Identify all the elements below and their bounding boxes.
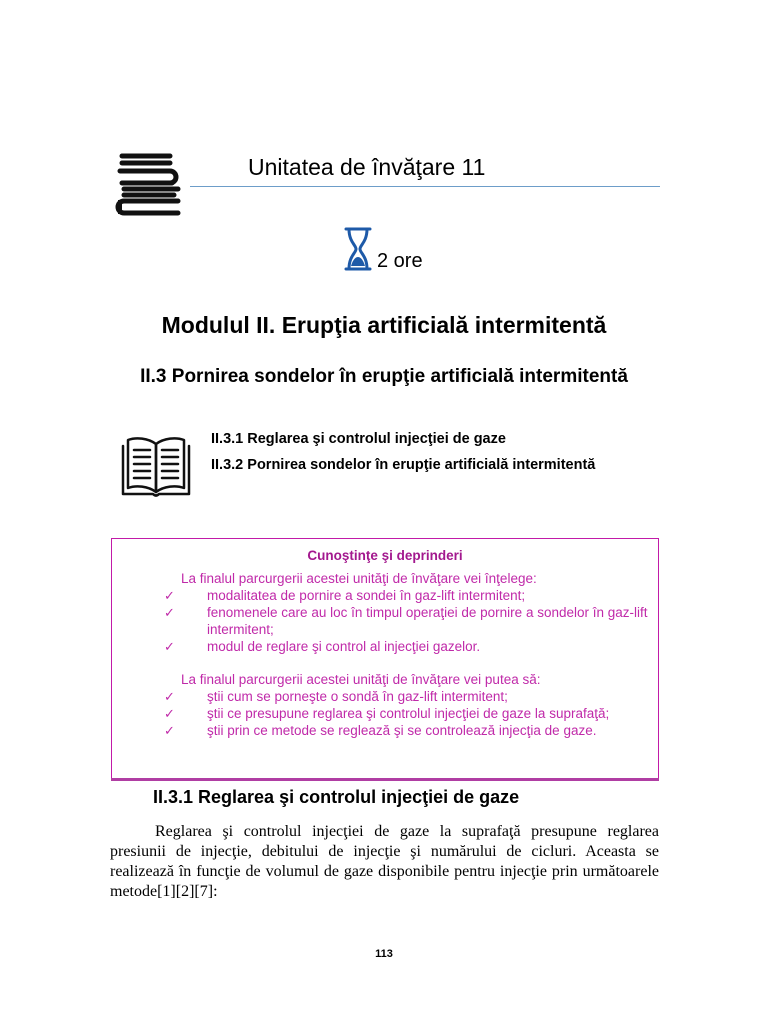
checkmark-icon: ✓ bbox=[164, 723, 175, 738]
checkmark-icon: ✓ bbox=[164, 588, 175, 603]
toc-item-pornirea: II.3.2 Pornirea sondelor în erupţie artificială intermitentă bbox=[211, 457, 596, 473]
objectives-heading: Cunoştinţe şi deprinderi bbox=[307, 548, 463, 563]
objectives-intro-understand: La finalul parcurgerii acestei unităţi de învăţare vei înţelege: bbox=[181, 571, 537, 586]
list-item: ✓ ştii cum se porneşte o sondă în gaz-lift intermitent; bbox=[164, 689, 508, 704]
subsection-title: II.3.1 Reglarea şi controlul injecţiei de gaze bbox=[153, 787, 520, 807]
objectives-box bbox=[111, 538, 659, 780]
list-item: ✓ ştii ce presupune reglarea şi controlul injecţiei de gaze la suprafaţă; bbox=[164, 706, 610, 721]
body-paragraph: Reglarea şi controlul injecţiei de gaze la suprafaţă presupune reglarea presiunii de injecţie, debitului de injecţie şi numărului de cicluri. Aceasta se realizează în funcţie de volumul de gaze disponibile pentru injecţie prin următoarele metode[1][2][7]: bbox=[110, 823, 659, 900]
checkmark-icon: ✓ bbox=[164, 706, 175, 721]
list-item: ✓ fenomenele care au loc în timpul operaţiei de pornire a sondelor în gaz-lift intermitent; bbox=[164, 605, 648, 637]
checkmark-icon: ✓ bbox=[164, 639, 175, 654]
checkmark-icon: ✓ bbox=[164, 689, 175, 704]
list-item: ✓ modalitatea de pornire a sondei în gaz-lift intermitent; bbox=[164, 588, 526, 603]
toc-item-reglarea: II.3.1 Reglarea şi controlul injecţiei de gaze bbox=[211, 431, 506, 447]
objectives-box-bottom-border bbox=[111, 778, 659, 781]
unit-title: Unitatea de învăţare 11 bbox=[248, 154, 486, 180]
unit-title-rule bbox=[190, 186, 660, 187]
list-item: ✓ ştii prin ce metode se reglează şi se controlează injecţia de gaze. bbox=[164, 723, 597, 738]
hourglass-icon bbox=[343, 226, 373, 272]
open-book-icon bbox=[120, 430, 192, 498]
understand-list bbox=[164, 587, 649, 655]
able-list bbox=[164, 688, 649, 739]
duration-label: 2 ore bbox=[377, 250, 423, 272]
page-number: 113 bbox=[375, 948, 393, 960]
section-title: II.3 Pornirea sondelor în erupţie artificială intermitentă bbox=[140, 366, 628, 387]
list-item: ✓ modul de reglare şi control al injecţiei gazelor. bbox=[164, 639, 481, 654]
stack-of-books-icon bbox=[112, 152, 186, 218]
objectives-intro-able: La finalul parcurgerii acestei unităţi de învăţare vei putea să: bbox=[181, 672, 541, 687]
checkmark-icon: ✓ bbox=[164, 605, 175, 620]
module-title: Modulul II. Erupţia artificială intermitentă bbox=[161, 312, 607, 338]
